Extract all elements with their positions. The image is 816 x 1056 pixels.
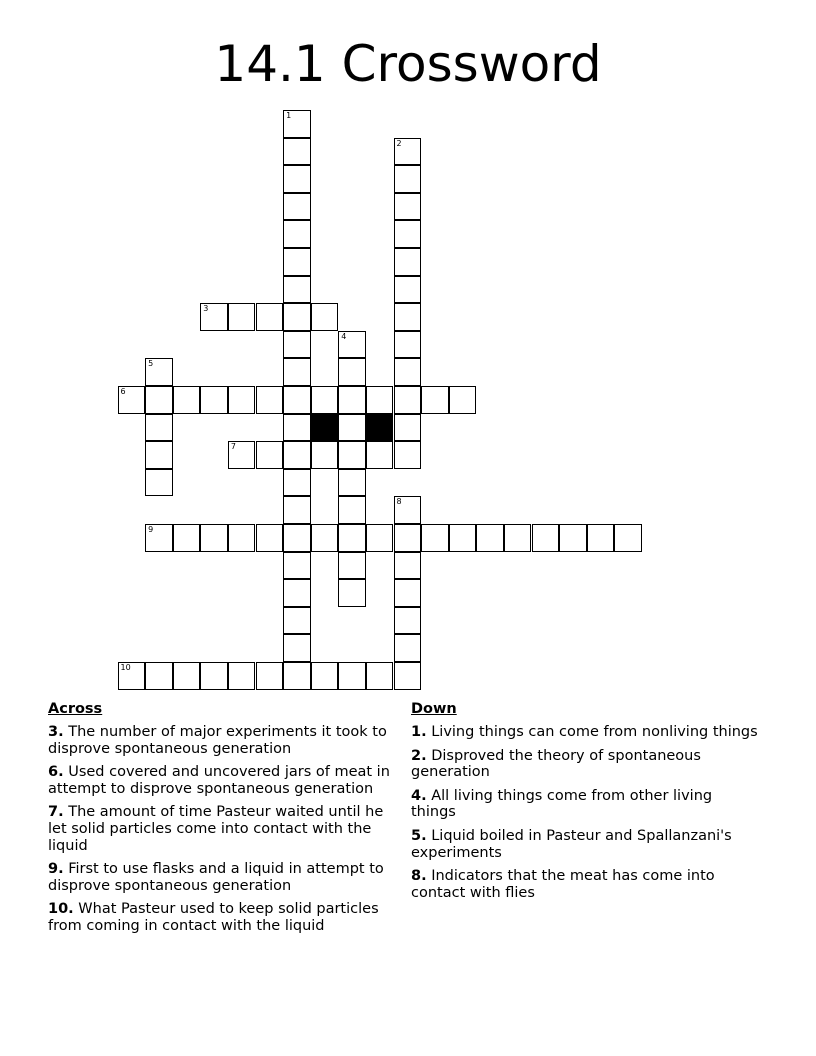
grid-cell[interactable] bbox=[283, 165, 311, 193]
grid-cell[interactable] bbox=[366, 386, 394, 414]
grid-cell[interactable] bbox=[283, 276, 311, 304]
grid-cell[interactable] bbox=[532, 524, 560, 552]
grid-cell[interactable] bbox=[338, 469, 366, 497]
clue-number: 6. bbox=[48, 764, 64, 781]
grid-cell[interactable] bbox=[283, 358, 311, 386]
grid-cell[interactable] bbox=[145, 524, 173, 552]
clue-down-5 bbox=[411, 828, 761, 861]
grid-cell[interactable] bbox=[394, 193, 422, 221]
clue-text: Used covered and uncovered jars of meat in attempt to disprove spontaneous generation bbox=[48, 764, 390, 797]
clue-text: What Pasteur used to keep solid particles from coming in contact with the liquid bbox=[48, 901, 379, 934]
grid-cell[interactable] bbox=[283, 193, 311, 221]
grid-cell[interactable] bbox=[145, 358, 173, 386]
grid-cell[interactable] bbox=[394, 607, 422, 635]
grid-cell[interactable] bbox=[145, 414, 173, 442]
grid-cell[interactable] bbox=[283, 220, 311, 248]
grid-cell[interactable] bbox=[256, 386, 284, 414]
grid-cell[interactable] bbox=[338, 496, 366, 524]
clue-text: Indicators that the meat has come into contact with flies bbox=[411, 868, 715, 901]
clue-number-label: 6 bbox=[120, 387, 126, 396]
clue-text: Liquid boiled in Pasteur and Spallanzani's experiments bbox=[411, 827, 732, 861]
clue-number: 5. bbox=[411, 827, 427, 844]
grid-cell[interactable] bbox=[338, 662, 366, 690]
grid-cell[interactable] bbox=[394, 634, 422, 662]
grid-cell[interactable] bbox=[338, 579, 366, 607]
clue-number: 8. bbox=[411, 868, 427, 885]
grid-cell[interactable] bbox=[145, 469, 173, 497]
clue-down-8 bbox=[411, 868, 761, 901]
grid-cell[interactable] bbox=[283, 248, 311, 276]
grid-cell[interactable] bbox=[394, 358, 422, 386]
grid-cell[interactable] bbox=[311, 303, 339, 331]
grid-cell[interactable] bbox=[200, 386, 228, 414]
grid-cell[interactable] bbox=[394, 386, 422, 414]
down-heading: Down bbox=[411, 701, 457, 717]
clue-number-label: 10 bbox=[120, 663, 131, 672]
grid-cell[interactable] bbox=[283, 552, 311, 580]
grid-cell[interactable] bbox=[338, 441, 366, 469]
grid-cell[interactable] bbox=[394, 524, 422, 552]
clue-across-3 bbox=[48, 724, 400, 757]
grid-cell[interactable] bbox=[504, 524, 532, 552]
grid-cell[interactable] bbox=[256, 441, 284, 469]
grid-cell[interactable] bbox=[283, 441, 311, 469]
clue-text: The number of major experiments it took to disprove spontaneous generation bbox=[48, 724, 387, 757]
clue-number: 9. bbox=[48, 861, 64, 878]
clue-across-6 bbox=[48, 764, 400, 797]
clue-number: 2. bbox=[411, 747, 427, 764]
grid-cell[interactable] bbox=[228, 386, 256, 414]
grid-cell[interactable] bbox=[338, 552, 366, 580]
grid-cell[interactable] bbox=[228, 441, 256, 469]
clue-number-label: 9 bbox=[148, 525, 154, 534]
grid-cell[interactable] bbox=[559, 524, 587, 552]
grid-cell[interactable] bbox=[200, 524, 228, 552]
grid-cell[interactable] bbox=[366, 662, 394, 690]
clue-down-2 bbox=[411, 748, 761, 781]
grid-cell[interactable] bbox=[283, 331, 311, 359]
clue-number-label: 3 bbox=[203, 304, 209, 314]
grid-cell[interactable] bbox=[394, 552, 422, 580]
grid-cell[interactable] bbox=[394, 662, 422, 690]
grid-cell[interactable] bbox=[338, 358, 366, 386]
grid-cell[interactable] bbox=[449, 386, 477, 414]
clue-number-label: 8 bbox=[396, 497, 402, 507]
grid-cell[interactable] bbox=[421, 386, 449, 414]
grid-cell[interactable] bbox=[228, 524, 256, 552]
grid-cell[interactable] bbox=[145, 386, 173, 414]
grid-cell[interactable] bbox=[283, 524, 311, 552]
clue-number: 1. bbox=[411, 724, 427, 740]
grid-cell[interactable] bbox=[283, 110, 311, 138]
grid-cell[interactable] bbox=[421, 524, 449, 552]
grid-cell[interactable] bbox=[394, 579, 422, 607]
grid-cell[interactable] bbox=[394, 248, 422, 276]
grid-cell[interactable] bbox=[476, 524, 504, 552]
down-clues bbox=[411, 701, 761, 908]
grid-cell[interactable] bbox=[311, 386, 339, 414]
grid-cell[interactable] bbox=[338, 414, 366, 442]
clue-text: Living things can come from nonliving things bbox=[431, 724, 758, 740]
grid-cell[interactable] bbox=[311, 441, 339, 469]
grid-cell[interactable] bbox=[587, 524, 615, 552]
blocked-cell bbox=[311, 414, 339, 442]
grid-cell[interactable] bbox=[283, 634, 311, 662]
grid-cell[interactable] bbox=[173, 386, 201, 414]
clue-number-label: 2 bbox=[396, 138, 402, 148]
across-heading: Across bbox=[48, 701, 103, 717]
grid-cell[interactable] bbox=[283, 138, 311, 166]
grid-cell[interactable] bbox=[366, 524, 394, 552]
grid-cell[interactable] bbox=[200, 662, 228, 690]
grid-cell[interactable] bbox=[200, 303, 228, 331]
grid-cell[interactable] bbox=[338, 331, 366, 359]
grid-cell[interactable] bbox=[394, 414, 422, 442]
grid-cell[interactable] bbox=[283, 496, 311, 524]
clue-number: 4. bbox=[411, 787, 427, 804]
clue-number-label: 4 bbox=[341, 331, 347, 341]
clue-number-label: 1 bbox=[286, 111, 292, 120]
clue-across-9 bbox=[48, 861, 400, 894]
grid-cell[interactable] bbox=[228, 662, 256, 690]
clue-number-label: 7 bbox=[230, 442, 236, 452]
grid-cell[interactable] bbox=[283, 414, 311, 442]
grid-cell[interactable] bbox=[283, 607, 311, 635]
clue-number-label: 5 bbox=[148, 359, 154, 369]
grid-cell[interactable] bbox=[283, 469, 311, 497]
grid-cell[interactable] bbox=[173, 662, 201, 690]
clue-down-4 bbox=[411, 788, 761, 821]
grid-cell[interactable] bbox=[256, 662, 284, 690]
grid-cell[interactable] bbox=[394, 220, 422, 248]
grid-cell[interactable] bbox=[394, 276, 422, 304]
grid-cell[interactable] bbox=[338, 524, 366, 552]
clue-down-1 bbox=[411, 724, 761, 741]
clue-text: The amount of time Pasteur waited until he let solid particles come into contact with the liquid bbox=[48, 804, 384, 854]
clue-text: All living things come from other living things bbox=[411, 787, 713, 821]
grid-cell[interactable] bbox=[256, 303, 284, 331]
grid-cell[interactable] bbox=[256, 524, 284, 552]
grid-cell[interactable] bbox=[394, 441, 422, 469]
clue-number: 10. bbox=[48, 901, 74, 918]
grid-cell[interactable] bbox=[283, 662, 311, 690]
grid-cell[interactable] bbox=[145, 441, 173, 469]
grid-cell[interactable] bbox=[394, 165, 422, 193]
grid-cell[interactable] bbox=[614, 524, 642, 552]
grid-cell[interactable] bbox=[394, 331, 422, 359]
clue-number: 7. bbox=[48, 804, 64, 821]
grid-cell[interactable] bbox=[173, 524, 201, 552]
clue-text: Disproved the theory of spontaneous generation bbox=[411, 747, 701, 781]
grid-cell[interactable] bbox=[394, 303, 422, 331]
grid-cell[interactable] bbox=[283, 386, 311, 414]
grid-cell[interactable] bbox=[394, 138, 422, 166]
page-title: 14.1 Crossword bbox=[214, 35, 602, 93]
grid-cell[interactable] bbox=[228, 303, 256, 331]
grid-cell[interactable] bbox=[118, 386, 146, 414]
grid-cell[interactable] bbox=[394, 496, 422, 524]
grid-cell[interactable] bbox=[283, 303, 311, 331]
grid-cell[interactable] bbox=[145, 662, 173, 690]
clue-text: First to use flasks and a liquid in attempt to disprove spontaneous generation bbox=[48, 861, 384, 894]
clue-across-7 bbox=[48, 804, 400, 854]
grid-cell[interactable] bbox=[118, 662, 146, 690]
grid-cell[interactable] bbox=[449, 524, 477, 552]
grid-cell[interactable] bbox=[338, 386, 366, 414]
grid-cell[interactable] bbox=[311, 524, 339, 552]
clue-across-10 bbox=[48, 901, 400, 934]
across-clues bbox=[48, 701, 400, 942]
grid-cell[interactable] bbox=[366, 441, 394, 469]
grid-cell[interactable] bbox=[283, 579, 311, 607]
grid-cell[interactable] bbox=[311, 662, 339, 690]
blocked-cell bbox=[366, 414, 394, 442]
clue-number: 3. bbox=[48, 724, 64, 740]
